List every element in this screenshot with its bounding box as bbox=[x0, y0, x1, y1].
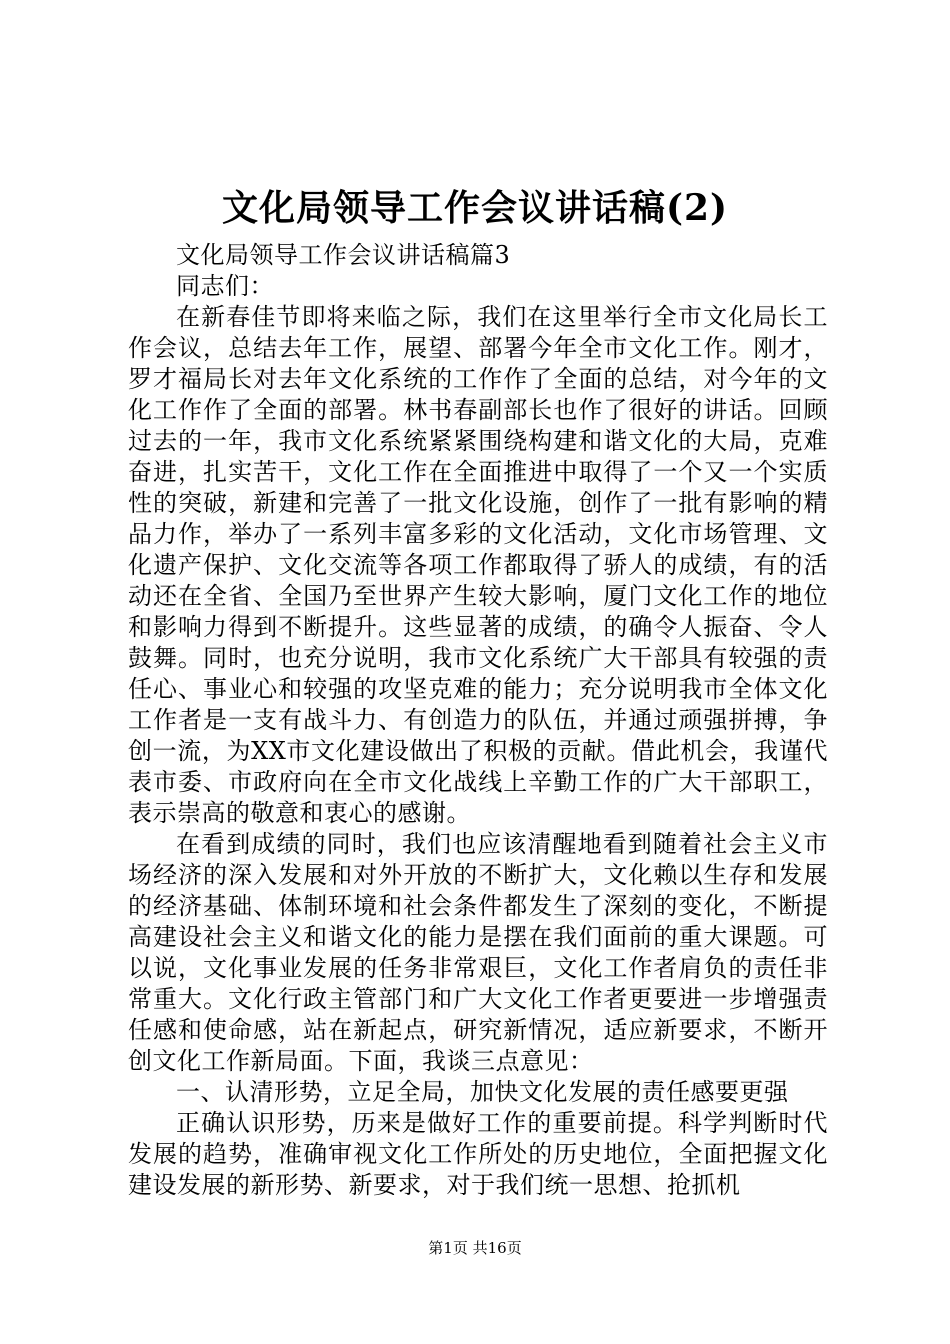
salutation-paragraph: 同志们： bbox=[176, 272, 274, 300]
document-title: 文化局领导工作会议讲话稿(2) bbox=[221, 187, 729, 229]
body-paragraph: 在新春佳节即将来临之际，我们在这里举行全市文化局长工作会议，总结去年工作，展望、部署今年全市文化工作。刚才，罗才福局长对去年文化系统的工作作了全面的总结，对今年的文化工作作了全面的部署。林书春副部长也作了很好的讲话。回顾过去的一年，我市文化系统紧紧围绕构建和谐文化的大局，克难奋进，扎实苦干，文化工作在全面推进中取得了一个又一个实质性的突破，新建和完善了一批文化设施，创作了一批有影响的精品力作，举办了一系列丰富多彩的文化活动，文化市场管理、文化遗产保护、文化交流等各项工作都取得了骄人的成绩，有的活动还在全省、全国乃至世界产生较大影响，厦门文化工作的地位和影响力得到不断提升。这些显著的成绩，的确令人振奋、令人鼓舞。同时，也充分说明，我市文化系统广大干部具有较强的责任心、事业心和较强的攻坚克难的能力；充分说明我市全体文化工作者是一支有战斗力、有创造力的队伍，并通过顽强拼搏，争创一流，为XX市文化建设做出了积极的贡献。借此机会，我谨代表市委、市政府向在全市文化战线上辛勤工作的广大干部职工，表示崇高的敬意和衷心的感谢。 bbox=[128, 303, 828, 827]
subtitle-paragraph: 文化局领导工作会议讲话稿篇3 bbox=[176, 241, 511, 269]
page-footer: 第1页 共16页 bbox=[428, 1239, 522, 1257]
body-paragraph: 在看到成绩的同时，我们也应该清醒地看到随着社会主义市场经济的深入发展和对外开放的不断扩大，文化赖以生存和发展的经济基础、体制环境和社会条件都发生了深刻的变化，不断提高建设社会主义和谐文化的能力是摆在我们面前的重大课题。可以说，文化事业发展的任务非常艰巨，文化工作者肩负的责任非常重大。文化行政主管部门和广大文化工作者更要进一步增强责任感和使命感，站在新起点，研究新情况，适应新要求，不断开创文化工作新局面。下面，我谈三点意见： bbox=[128, 830, 828, 1075]
document-body bbox=[128, 240, 828, 1201]
section-heading: 一、认清形势，立足全局，加快文化发展的责任感要更强 bbox=[176, 1078, 789, 1106]
body-paragraph: 正确认识形势，历来是做好工作的重要前提。科学判断时代发展的趋势，准确审视文化工作所处的历史地位，全面把握文化建设发展的新形势、新要求，对于我们统一思想、抢抓机 bbox=[128, 1109, 828, 1199]
